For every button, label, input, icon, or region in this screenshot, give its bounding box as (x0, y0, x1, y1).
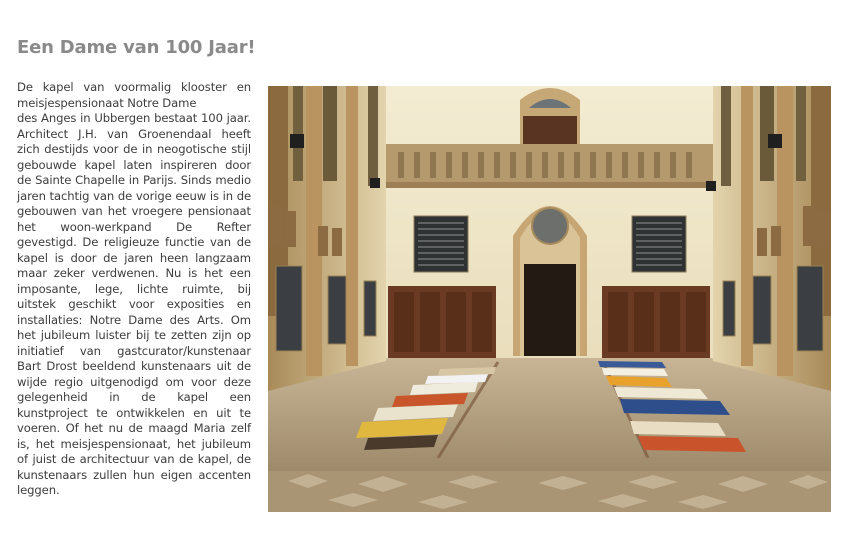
article-body-line: De kapel van voormalig klooster en meisjespensionaat Notre Dame (17, 80, 251, 110)
article-body (17, 80, 251, 499)
chapel-exhibition-photo (268, 86, 831, 512)
article-body-line: des Anges in Ubbergen bestaat 100 jaar. Architect J.H. van Groenendaal heeft zich destijds voor de in neogotische stijl gebouwde kapel laten inspireren door de Sainte Chapelle in Parijs. Sinds medio jaren tachtig van de vorige eeuw is in de gebouwen van het vroegere pensionaat het woon-werkpand De Refter gevestigd. De religieuze functie van de kapel is door de jaren heen langzaam maar zeker verdwenen. Nu is het een imposante, lege, lichte ruimte, bij uitstek geschikt voor exposities en installaties: Notre Dame des Arts. Om het jubileum luister bij te zetten zijn op initiatief van gastcurator/kunstenaar Bart Drost beeldend kunstenaars uit de wijde regio uitgenodigd om voor deze gelegenheid in de kapel een kunstproject te ontwikkelen en uit te voeren. Of het nu de maagd Maria zelf is, het meisjespensionaat, het jubileum of juist de architectuur van de kapel, de kunstenaars zullen hun eigen accenten leggen. (17, 111, 251, 497)
article-title: Een Dame van 100 Jaar! (17, 37, 256, 58)
